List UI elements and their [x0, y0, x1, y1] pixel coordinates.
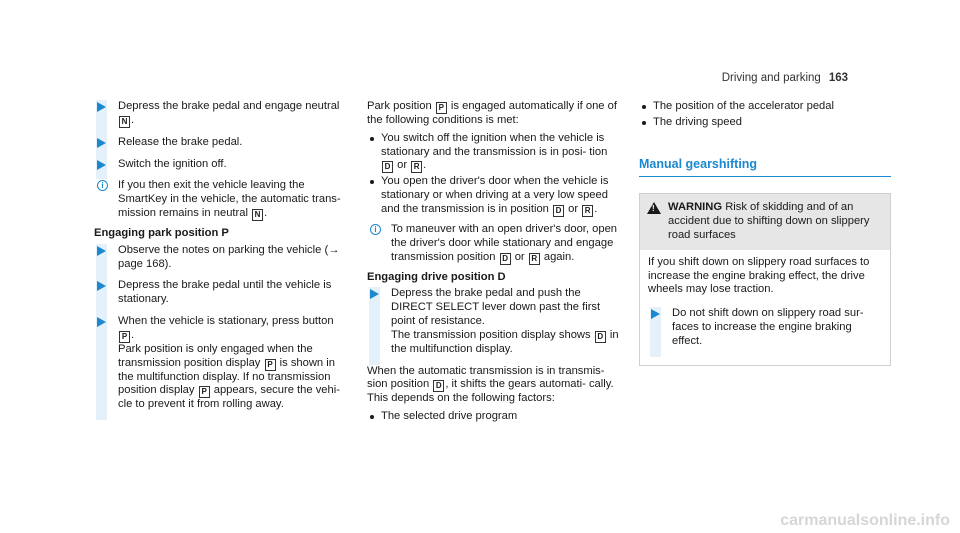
- step-observe: [94, 244, 349, 272]
- step-text: Park position is only engaged when the transmission position display: [118, 342, 313, 369]
- header-title: Driving and parking: [721, 72, 821, 84]
- step-arrow-icon: [370, 289, 379, 299]
- note-open-door: [367, 223, 622, 265]
- warning-step: [648, 307, 882, 348]
- warning-body-text: If you shift down on slippery road surfaces to increase the engine braking effect, the drive wheels may lose traction.: [648, 255, 870, 296]
- step-arrow-icon: [97, 317, 106, 327]
- key-d-icon: D: [553, 205, 564, 217]
- step-arrow-icon: [97, 138, 106, 148]
- list-item-text: The position of the accelerator pedal: [653, 100, 834, 112]
- paragraph-text: is engaged automatically if one of the following conditions is met:: [367, 100, 617, 126]
- step-text: Depress the brake pedal and push the DIRECT SELECT lever down past the first point of resistance.: [391, 287, 601, 327]
- exclamation-icon: !: [652, 204, 655, 214]
- list-item-text: The selected drive program: [381, 410, 518, 423]
- step-text: When the vehicle is stationary, press button: [118, 314, 334, 327]
- step-push-lever: [367, 287, 622, 356]
- key-p-icon: P: [199, 386, 210, 398]
- info-icon: i: [97, 180, 108, 191]
- step-text: The transmission position display shows: [391, 328, 591, 341]
- step-release: [94, 136, 349, 150]
- list-item-text: You switch off the ignition when the vehicle is stationary and the transmission is in posi- tion: [381, 131, 608, 158]
- section-heading-manual: Manual gearshifting: [639, 158, 891, 178]
- step-text: Switch the ignition off.: [118, 157, 227, 170]
- heading-park: Engaging park position P: [94, 226, 229, 239]
- list-item: You switch off the ignition when the vehicle is stationary and the transmission is in posi- tion D or R .: [367, 132, 622, 174]
- step-text: is shown in the multifunction display. If no transmission position display: [118, 356, 335, 397]
- note-text: or: [514, 250, 525, 263]
- note-smartkey: i If you then exit the vehicle leaving the SmartKey in the vehicle, the automatic trans- mission remains in neutral N .: [94, 179, 349, 221]
- key-p-icon: P: [265, 359, 276, 371]
- step-text: in the multifunction display.: [391, 328, 619, 355]
- column-left: [94, 100, 349, 420]
- warning-text: Risk of skidding and of an accident due to shifting down on slippery road surfaces: [668, 201, 870, 241]
- step-text[interactable]: Observe the notes on parking the vehicle (→ page 168).: [118, 243, 340, 270]
- key-n-icon: N: [252, 209, 263, 221]
- note-text: If you then exit the vehicle leaving the SmartKey in the vehicle, the automatic trans- mission remains in neutral: [118, 179, 341, 219]
- step-text: Depress the brake pedal and engage neutral: [118, 100, 340, 112]
- column-right: [639, 100, 891, 366]
- list-item: [367, 410, 622, 424]
- key-p-icon: P: [436, 102, 447, 114]
- list-item: [639, 116, 891, 130]
- step-arrow-icon: [97, 102, 106, 112]
- step-press-p: When the vehicle is stationary, press button P . Park position is only engaged when the transmission position display P is shown in the multifunction display. If no transmission position display P appears, secure the vehi- cle to prevent it from rolling away.: [94, 315, 349, 412]
- paragraph-text: When the automatic transmission is in transmis- sion position: [367, 364, 605, 391]
- step-text: Depress the brake pedal until the vehicle is stationary.: [118, 279, 332, 306]
- list-item-text: or: [568, 202, 579, 215]
- step-arrow-icon: [97, 246, 106, 256]
- step-arrow-icon: [97, 160, 106, 170]
- note-text: To maneuver with an open driver's door, open the driver's door while stationary and engage transmission position: [391, 222, 618, 263]
- step-text: Release the brake pedal.: [118, 135, 243, 148]
- key-p-icon: P: [119, 331, 130, 343]
- heading-drive: Engaging drive position D: [367, 270, 506, 283]
- warning-header: [640, 194, 890, 249]
- key-r-icon: R: [411, 161, 422, 173]
- step-neutral: Depress the brake pedal and engage neutral N .: [94, 100, 349, 128]
- info-icon: i: [370, 224, 381, 235]
- bullet-icon: [370, 415, 374, 419]
- step-depress: [94, 279, 349, 307]
- warning-box: [639, 193, 891, 365]
- key-d-icon: D: [595, 331, 606, 343]
- step-text: appears, secure the vehi- cle to prevent it from rolling away.: [118, 384, 340, 411]
- key-r-icon: R: [529, 253, 540, 265]
- list-item: [639, 100, 891, 114]
- bullet-icon: [370, 180, 374, 184]
- paragraph-auto-shift: [367, 365, 622, 407]
- step-arrow-icon: [97, 281, 106, 291]
- warning-label: WARNING: [668, 201, 723, 214]
- column-middle: [367, 100, 622, 426]
- watermark: carmanualsonline.info: [780, 512, 950, 530]
- bullet-icon: [642, 121, 646, 125]
- list-item-text: or: [397, 159, 408, 172]
- warning-body: [640, 250, 890, 365]
- key-d-icon: D: [382, 161, 393, 173]
- step-ignition-off: [94, 158, 349, 172]
- key-r-icon: R: [582, 205, 593, 217]
- key-n-icon: N: [119, 116, 130, 128]
- page-number: 163: [828, 72, 848, 84]
- list-item-text: You open the driver's door when the vehicle is stationary or when driving at a very low speed and the transmission is in position: [381, 175, 609, 215]
- bullet-icon: [642, 105, 646, 109]
- step-bar: [96, 315, 107, 420]
- key-d-icon: D: [433, 380, 444, 392]
- list-item-text: The driving speed: [653, 115, 742, 128]
- step-text: Do not shift down on slippery road sur- faces to increase the engine braking effect.: [672, 307, 864, 347]
- bullet-icon: [370, 137, 374, 141]
- key-d-icon: D: [500, 253, 511, 265]
- paragraph-text: Park position: [367, 100, 432, 112]
- paragraph-park-auto: [367, 100, 622, 128]
- page-header: [722, 72, 848, 86]
- list-item: You open the driver's door when the vehicle is stationary or when driving at a very low speed and the transmission is in position D or R .: [367, 175, 622, 217]
- note-text: again.: [543, 250, 575, 263]
- step-arrow-icon: [651, 309, 660, 319]
- paragraph-text: , it shifts the gears automati- cally. This depends on the following factors:: [367, 378, 614, 405]
